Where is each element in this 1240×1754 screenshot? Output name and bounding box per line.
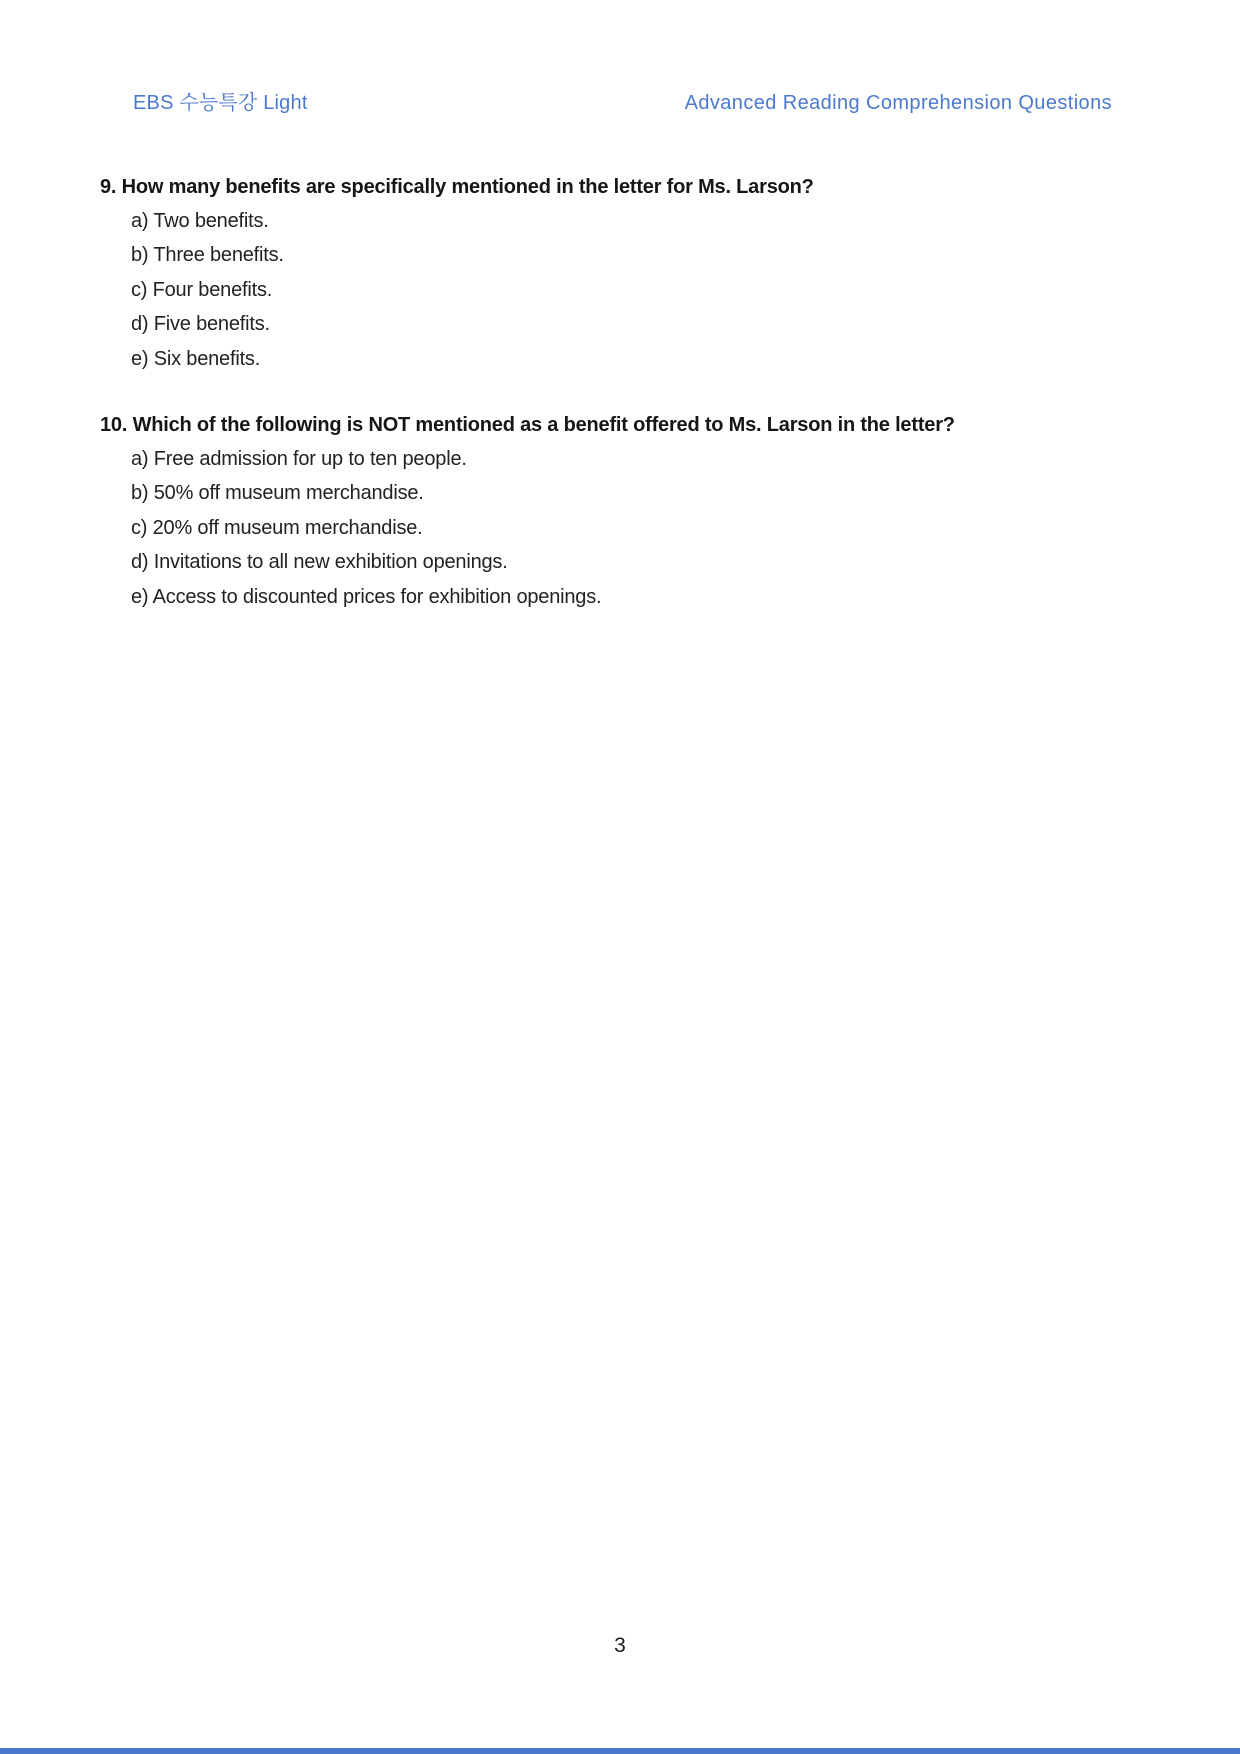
question-10-option-c: c) 20% off museum merchandise. — [131, 516, 423, 539]
question-10-block — [100, 410, 1180, 614]
header-left-title: EBS 수능특강 Light — [133, 92, 308, 114]
question-9-number: 9. — [100, 176, 117, 198]
question-9-option-b: b) Three benefits. — [131, 244, 284, 267]
question-9-title — [100, 172, 1180, 202]
question-9-options — [100, 204, 1180, 376]
question-10-option-b: b) 50% off museum merchandise. — [131, 482, 424, 505]
question-10-option-e: e) Access to discounted prices for exhibition openings. — [131, 585, 602, 608]
question-9-text: How many benefits are specifically mentioned in the letter for Ms. Larson? — [121, 176, 814, 198]
question-10-option-d: d) Invitations to all new exhibition openings. — [131, 551, 508, 574]
question-10-option-a: a) Free admission for up to ten people. — [131, 448, 467, 471]
question-9-option-d: d) Five benefits. — [131, 313, 270, 336]
question-9-option-e: e) Six benefits. — [131, 347, 261, 370]
question-10-number: 10. — [100, 414, 128, 437]
page-header — [133, 86, 1112, 115]
questions-section — [100, 172, 1180, 614]
question-10-text: Which of the following is NOT mentioned as a benefit offered to Ms. Larson in the letter? — [132, 414, 955, 437]
question-9-block — [100, 172, 1180, 376]
question-10-title — [100, 410, 1180, 440]
question-9-option-a: a) Two benefits. — [131, 210, 269, 232]
question-9-option-c: c) Four benefits. — [131, 278, 273, 301]
page-number: 3 — [614, 1634, 626, 1657]
footer-accent-bar — [0, 1748, 1240, 1754]
header-right-title: Advanced Reading Comprehension Questions — [684, 92, 1112, 114]
question-10-options — [100, 442, 1180, 614]
